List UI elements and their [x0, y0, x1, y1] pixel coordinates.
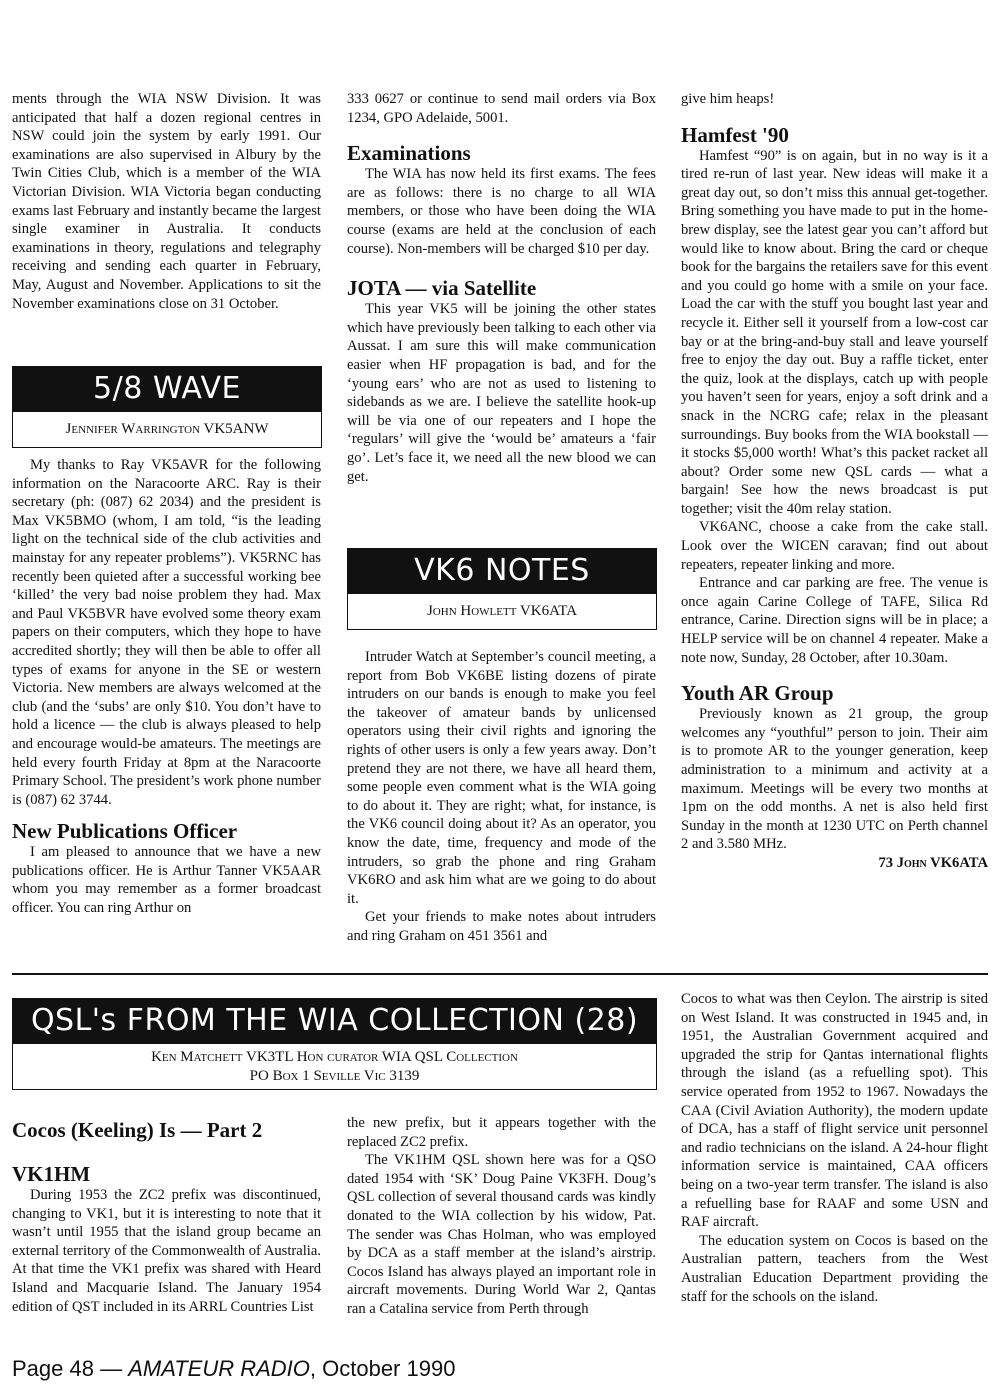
five-eighths-wave-banner: 5/8 WAVE — [12, 366, 322, 412]
vk6-notes-banner: VK6 NOTES — [347, 548, 657, 594]
vk1hm-heading: VK1HM — [12, 1162, 91, 1186]
mail-orders-continued: 333 0627 or continue to send mail orders via Box 1234, GPO Adelaide, 5001. — [347, 91, 656, 126]
qsl-byline-address: PO Box 1 Seville Vic 3139 — [249, 1068, 420, 1084]
cocos-airstrip-paragraph: Cocos to what was then Ceylon. The airstrip is sited on West Island. It was constructed in 1945 and, in 1951, the Australian Government acquired and upgraded the strip for Qantas international flights through the island (as a refuelling spot). This service operated from 1952 to 1967. Nowadays the CAA (Civil Aviation Authority), the modern update of DCA, has a staff of flight service unit personnel and radio technicians on the island. A 24-hour flight information service is maintained, CAA officers being on a two-year term transfer. The island is also a refuelling base for RAAF and some USN and RAF aircraft. — [681, 991, 988, 1231]
cocos-heading: Cocos (Keeling) Is — Part 2 — [12, 1118, 263, 1142]
qsl-byline-curator: Ken Matchett VK3TL Hon curator WIA QSL Collection — [151, 1049, 518, 1065]
bottom-column-1 — [12, 1118, 321, 1316]
youth-ar-heading: Youth AR Group — [681, 681, 834, 706]
intruder-watch-paragraph: Intruder Watch at September’s council meeting, a report from Bob VK6BE listing dozens of pirate intruders on our bands is enough to make you feel the takeover of amateur bands by unlicensed operators using their civil rights and ignoring the rights of other users is only a few years away. Don’t pretend they are not there, we have all heard them, some people even comment what is the WIA going to do about it. They are right; what, for instance, is the VK6 council doing about it? As an operator, you know the date, time, frequency and mode of the intruders, so grab the phone and ring Graham VK6RO and ask him what are we going to do about it. — [347, 649, 656, 907]
five-eighths-wave-byline: Jennifer Warrington VK5ANW — [12, 412, 322, 448]
examinations-paragraph: The WIA has now held its first exams. The fees are as follows: there is no charge to all WIA members, or those who have been doing the WIA course (exams are held at the conclusion of each course). Non-members will be charged $10 per day. — [347, 166, 656, 257]
education-paragraph: The education system on Cocos is based on the Australian pattern, teachers from the West Australian Education Department providing the staff for the schools on the island. — [681, 1232, 988, 1305]
footer-page: Page 48 — — [12, 1356, 129, 1381]
new-prefix-continued: the new prefix, but it appears together with the replaced ZC2 prefix. — [347, 1115, 656, 1150]
examinations-heading: Examinations — [347, 141, 471, 166]
vk6-notes-byline: John Howlett VK6ATA — [347, 594, 657, 630]
intruder-notes-paragraph: Get your friends to make notes about intruders and ring Graham on 451 3561 and — [347, 909, 656, 944]
wia-exams-continued: ments through the WIA NSW Division. It was anticipated that half a dozen regional centres in NSW could join the system by early 1991. Our examinations are also supervised in Albury by the Twin Cities Club, which is a member of the WIA Victorian Division. WIA Victoria began conducting exams last February and instantly became the largest single examiner in Australia. It conducts examinations in theory, regulations and telegraphy receiving and sending each quarter in February, May, August and November. Applications to sit the November examinations close on 31 October. — [12, 91, 321, 312]
youth-ar-paragraph: Previously known as 21 group, the group welcomes any “youthful” person to join. Their aim is to promote AR to the younger generation, keep administration to a minimum and activity at a maximum. Meetings will be every two months at 1pm on the odd months. A net is also held first Sunday in the month at 1230 UTC on Perth channel 2 and 3.580 MHz. — [681, 706, 988, 853]
vk6anc-paragraph: VK6ANC, choose a cake from the cake stall. Look over the WICEN caravan; find out about repeaters, repeater linking and more. — [681, 519, 988, 573]
vk6-notes-column — [347, 648, 656, 946]
five-eighths-wave-column — [12, 456, 321, 918]
qsl-collection-byline — [12, 1044, 657, 1090]
signoff: 73 John VK6ATA — [878, 854, 988, 871]
section-divider — [12, 973, 988, 975]
top-column-3 — [681, 90, 988, 873]
footer-issue: , October 1990 — [309, 1356, 456, 1381]
page-footer — [12, 1356, 455, 1382]
vk1hm-qsl-paragraph: The VK1HM QSL shown here was for a QSO dated 1954 with ‘SK’ Doug Paine VK3FH. Doug’s QSL collection of several thousand cards was kindly donated to the WIA collection by his widow, Pat. The sender was Chas Holman, who was employed by DCA as a staff member at the island’s airstrip. Cocos Island has always played an important role in aircraft movements. During World War 2, Qantas ran a Catalina service from Perth through — [347, 1152, 656, 1317]
bottom-column-3 — [681, 990, 988, 1306]
top-column-2 — [347, 90, 656, 486]
give-him-heaps: give him heaps! — [681, 91, 775, 107]
jota-heading: JOTA — via Satellite — [347, 276, 537, 301]
bottom-column-2 — [347, 1114, 656, 1319]
zc2-prefix-paragraph: During 1953 the ZC2 prefix was discontinued, changing to VK1, but it is interesting to note that it wasn’t until 1955 that the island group became an external territory of the Commonwealth of Australia. At that time the VK1 prefix was shared with Heard Island and Macquarie Island. The January 1954 edition of QST included in its ARRL Countries List — [12, 1187, 321, 1315]
new-publications-heading: New Publications Officer — [12, 819, 238, 844]
naracoorte-paragraph: My thanks to Ray VK5AVR for the following information on the Naracoorte ARC. Ray is their secretary (ph: (087) 62 2034) and the president is Max VK5BMO (whom, I am told, “is the leading light on the technical side of the club activities and mainstay for any repeater problems”). VK5RNC has recently been quieted after a successful working bee ‘killed’ the very bad noise problem they had. Max and Paul VK5BVR have evolved some theory exam papers on their computers, which they hope to have accredited shortly; they will then be able to offer all types of exams for anyone in the SE or western Victoria. New members are always welcomed at the club (and the ‘subs’ are only $10. You don’t have to hold a licence — the club is always pleased to help and encourage would-be amateurs. The meetings are held every fourth Friday at 8pm at the Naracoorte Primary School. The president’s work phone number is (087) 62 3744. — [12, 457, 321, 808]
entrance-paragraph: Entrance and car parking are free. The venue is once again Carine College of TAFE, Silica Rd entrance, Carine. Direction signs will be in place; a HELP service will be on channel 4 repeater. Make a note now, Sunday, 28 October, after 10.30am. — [681, 575, 988, 666]
hamfest-paragraph: Hamfest “90” is on again, but in no way is it a tired re-run of last year. New ideas will make it a great day out, so don’t miss this annual get-together. Bring something you have made to put in the home-brew display, see the latest gear you can’t afford but would like to know about. Bring the card or cheque book for the bargains the retailers save for this event and you could go home with a smile on your face. Load the car with the stuff you bought last year and recycle it. Either sell it yourself from a low-cost car bay or at the bring-and-buy stall and leave yourself free to enjoy the day out. Buy a raffle ticket, enter the quiz, look at the displays, catch up with people you haven’t seen for years, enjoy a soft drink and a snack in the NCRG cafe; relax in the pleasant surroundings. Buy books from the WIA bookstall — it stocks $5,000 worth! What’s this packet racket all about? Order some new QSL cards — what a bargain! See how the news broadcast is put together; visit the 40m relay station. — [681, 147, 988, 517]
top-column-1 — [12, 90, 321, 313]
publications-paragraph: I am pleased to announce that we have a new publications officer. He is Arthur Tanner VK5AAR whom you may remember as a former broadcast officer. You can ring Arthur on — [12, 844, 321, 917]
qsl-collection-banner: QSL's FROM THE WIA COLLECTION (28) — [12, 998, 657, 1044]
hamfest-heading: Hamfest '90 — [681, 122, 789, 147]
jota-paragraph: This year VK5 will be joining the other states which have previously been talking to each other via Aussat. I am sure this will make communication easier when HF propagation is bad, and for the ‘young ears’ who are not as used to listening to sidebands as we are. I believe the satellite hook-up will be via one of our repeaters and I hope the ‘regulars’ will give the ‘would be’ amateurs a ‘fair go’. Let’s face it, we need all the new blood we can get. — [347, 301, 656, 485]
footer-magazine: AMATEUR RADIO — [128, 1356, 310, 1381]
